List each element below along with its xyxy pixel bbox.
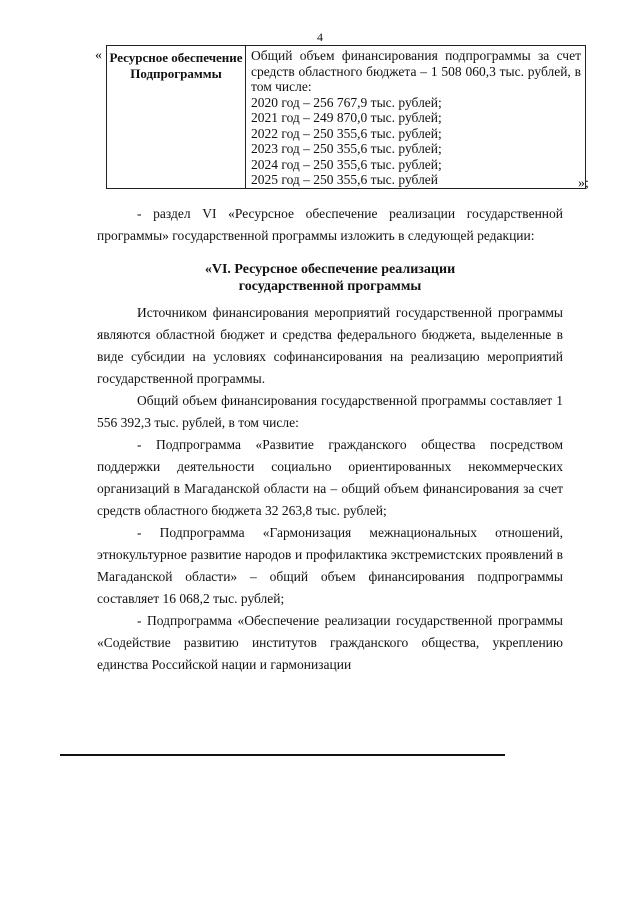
year-line-2021: 2021 год – 249 870,0 тыс. рублей; (251, 110, 442, 125)
year-line-2020: 2020 год – 256 767,9 тыс. рублей; (251, 94, 442, 110)
paragraph-sources: Источником финансирования мероприятий государственной программы являются областной бюджет и средства федерального бюджета, выделенные в виде субсидии на условиях софинансирования на реализацию мероприятий государственной программы. (97, 305, 563, 386)
year-line-2022: 2022 год – 250 355,6 тыс. рублей; (251, 125, 442, 141)
financing-lead: Общий объем финансирования подпрограммы за счет средств областного бюджета – 1 508 060,3 тыс. рублей, в том числе: (251, 48, 581, 94)
year-line-2023: 2023 год – 250 355,6 тыс. рублей; (251, 141, 442, 156)
closing-quote: »; (578, 176, 589, 191)
paragraph-subprogram-3: - Подпрограмма «Обеспечение реализации государственной программы «Содействие развитию институтов гражданского общества, укреплению единства Российской нации и гармонизации (97, 613, 563, 672)
table-row (107, 46, 586, 189)
opening-quote: « (95, 48, 102, 63)
section-heading (97, 261, 563, 295)
resource-table (106, 45, 586, 189)
page-number: 4 (317, 30, 323, 44)
year-line-2024: 2024 год – 250 355,6 тыс. рублей; (251, 156, 442, 172)
paragraph-total: Общий объем финансирования государственной программы составляет 1 556 392,3 тыс. рублей, в том числе: (97, 393, 563, 430)
section-heading-line-2: государственной программы (238, 279, 422, 294)
table-label-cell: Ресурсное обеспечение Подпрограммы (107, 46, 246, 189)
section-heading-line-1: «VI. Ресурсное обеспечение реализации (204, 262, 456, 277)
paragraph-subprogram-1: - Подпрограмма «Развитие гражданского общества посредством поддержки деятельности социально ориентированных некоммерческих организаций в Магаданской области на – общий объем финансирования за счет средств областного бюджета 32 263,8 тыс. рублей; (97, 437, 563, 518)
bottom-rule (60, 754, 505, 756)
year-line-2025: 2025 год – 250 355,6 тыс. рублей (251, 172, 439, 187)
intro-paragraph: - раздел VI «Ресурсное обеспечение реализации государственной программы» государственной программы изложить в следующей редакции: (97, 206, 563, 243)
table-value-cell (246, 46, 586, 189)
paragraph-subprogram-2: - Подпрограмма «Гармонизация межнациональных отношений, этнокультурное развитие народов и профилактика экстремистских проявлений в Магаданской области» – общий объем финансирования подпрограммы составляет 16 068,2 тыс. рублей; (97, 525, 563, 606)
